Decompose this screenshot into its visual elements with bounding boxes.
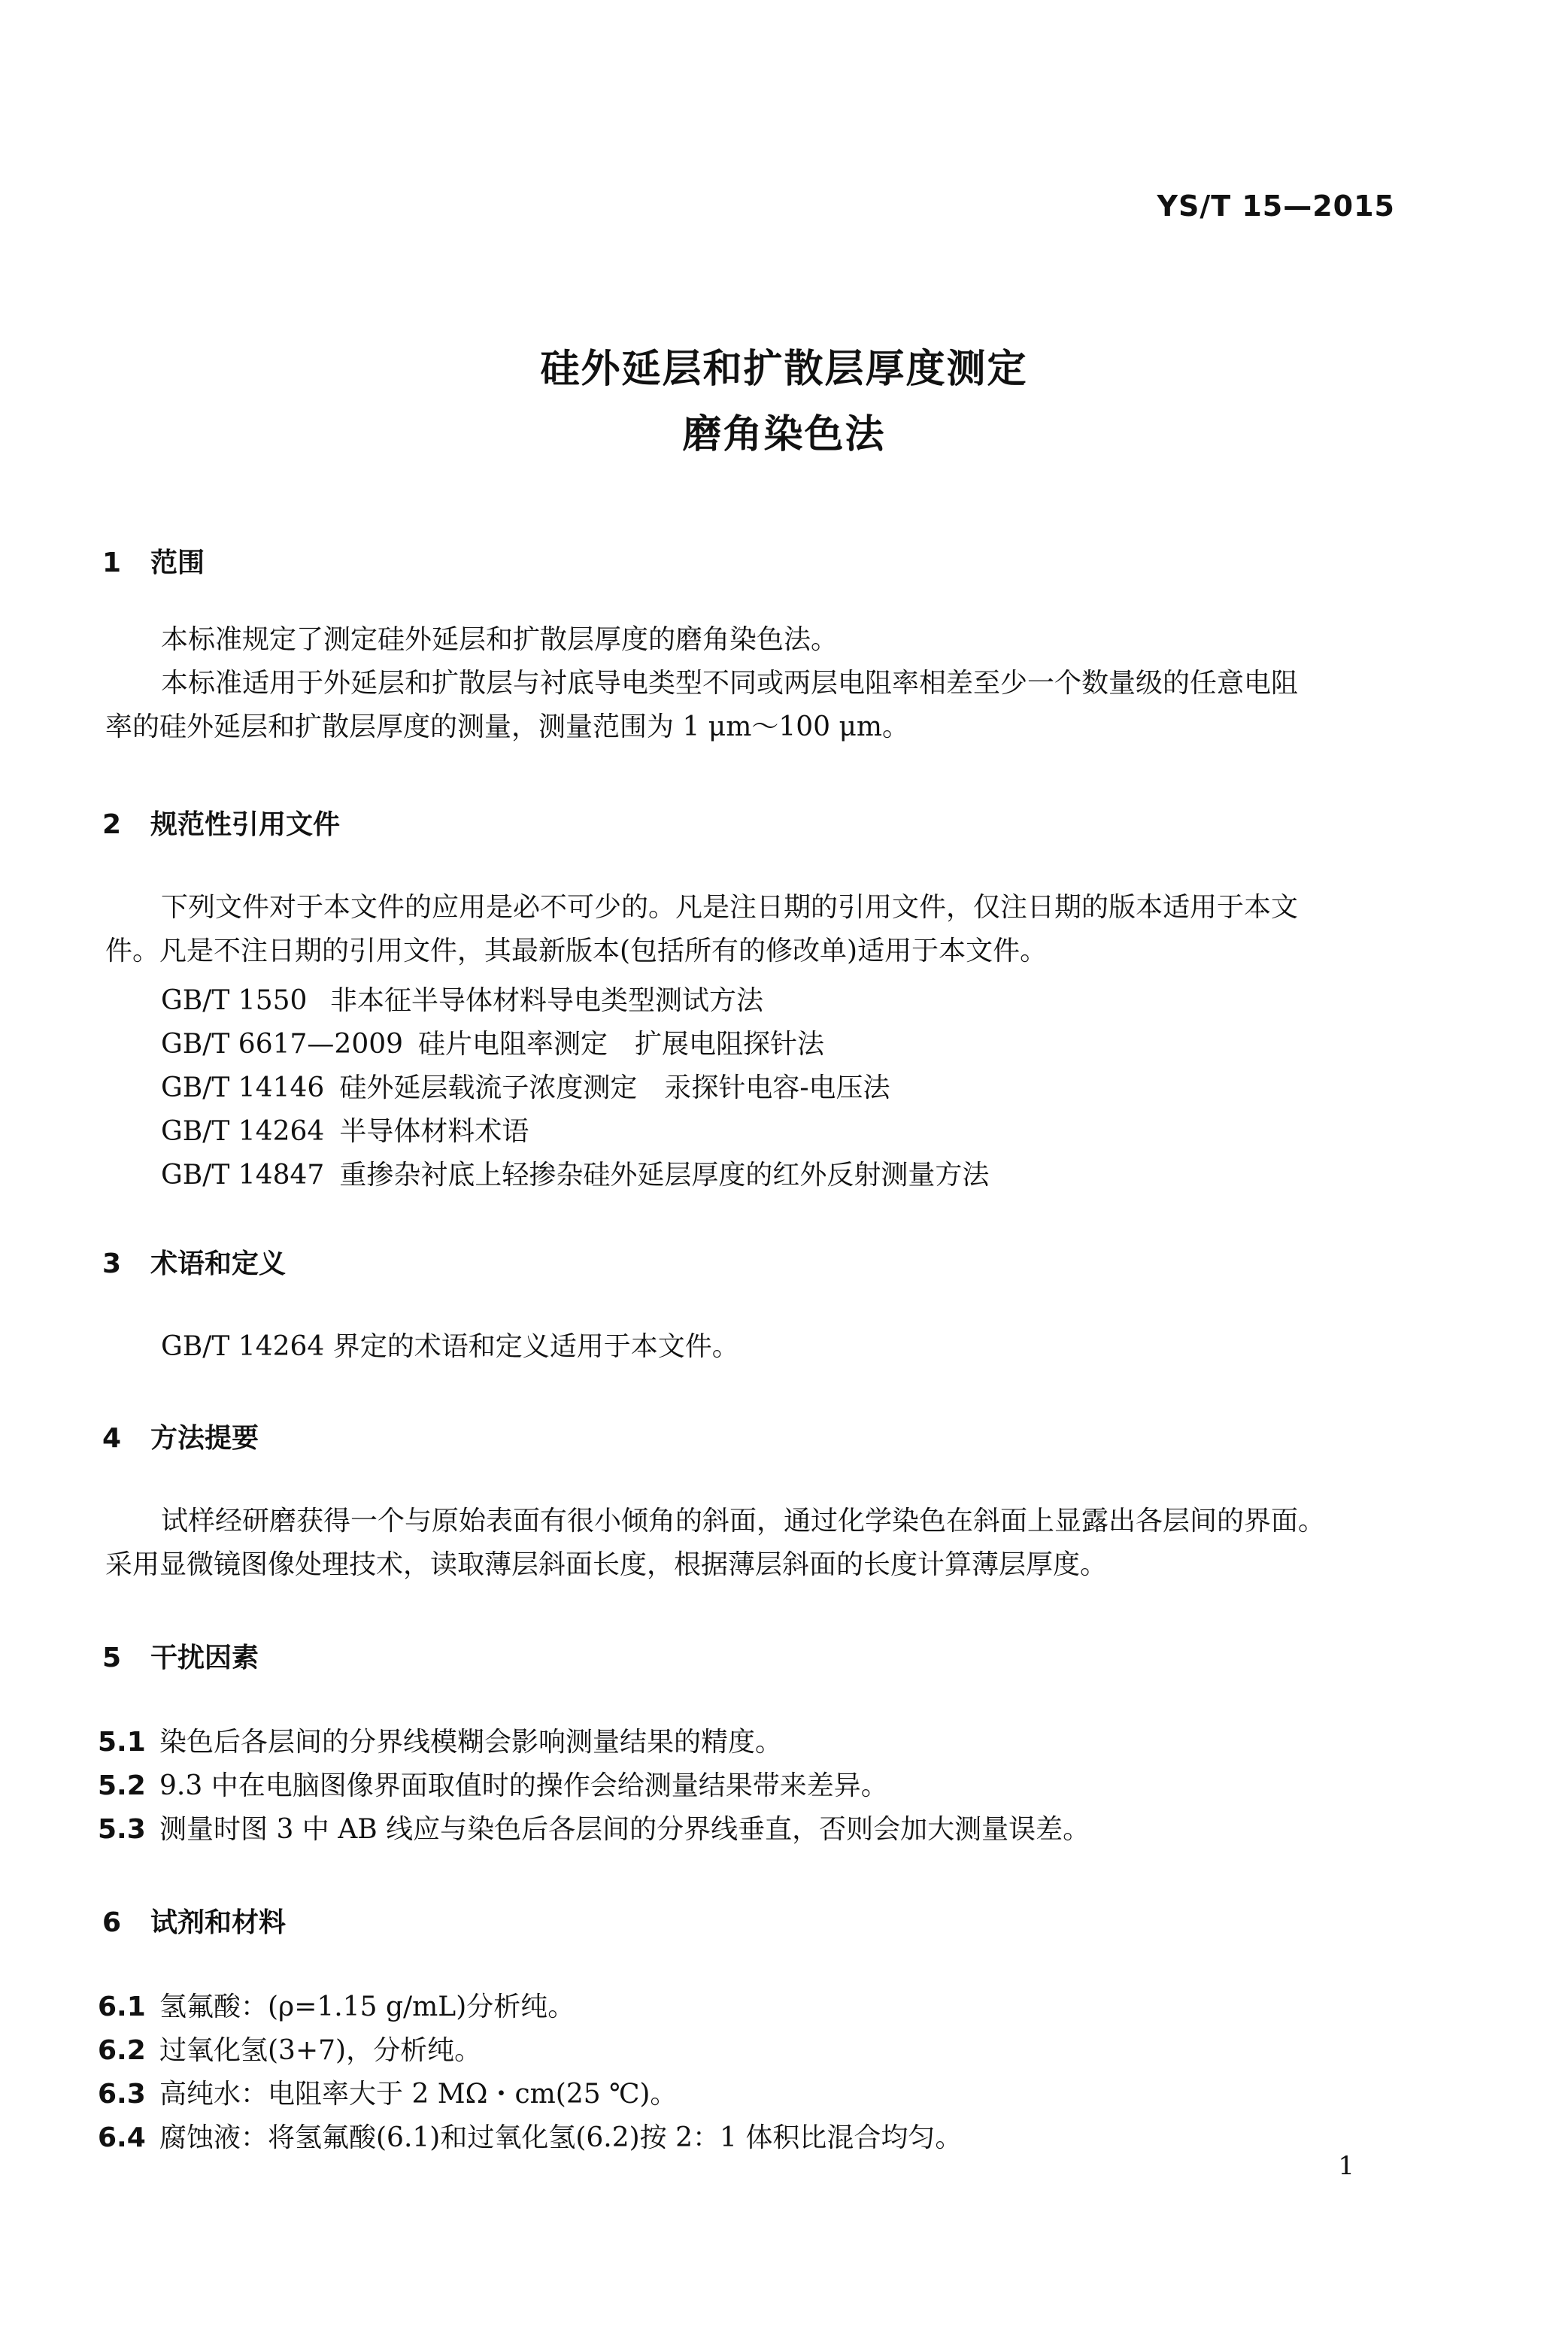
clause-item [98, 1764, 888, 1803]
reference-title: 半导体材料术语 [339, 1116, 529, 1147]
reference-code: GB/T 14264 [161, 1116, 325, 1147]
clause-text: 过氧化氢(3+7)，分析纯。 [159, 2035, 482, 2066]
section-2-heading [102, 803, 340, 842]
section-3-heading [102, 1242, 286, 1281]
section-4-heading [102, 1417, 259, 1455]
clause-item [98, 1986, 575, 2024]
standard-code: YS/T 15—2015 [1157, 190, 1395, 223]
clause-item [98, 1808, 1090, 1846]
paragraph: 采用显微镜图像处理技术，读取薄层斜面长度，根据薄层斜面的长度计算薄层厚度。 [105, 1549, 1108, 1580]
section-6-heading [102, 1901, 286, 1940]
clause-text: 氢氟酸：(ρ=1.15 g/mL)分析纯。 [159, 1992, 575, 2022]
clause-number: 6.3 [98, 2079, 146, 2110]
clause-number: 6.2 [98, 2035, 146, 2066]
section-5-heading [102, 1637, 259, 1675]
reference-item [161, 1154, 989, 1192]
clause-number: 6.4 [98, 2122, 146, 2153]
section-number: 6 [102, 1907, 122, 1938]
clause-number: 5.2 [98, 1770, 146, 1801]
reference-item [161, 979, 763, 1018]
clause-number: 5.1 [98, 1727, 146, 1758]
reference-code: GB/T 14847 [161, 1160, 325, 1191]
section-title: 规范性引用文件 [150, 809, 341, 840]
section-number: 3 [102, 1248, 122, 1279]
section-number: 5 [102, 1643, 122, 1673]
reference-item [161, 1066, 890, 1105]
section-1-heading [102, 542, 205, 580]
clause-text: 高纯水：电阻率大于 2 MΩ・cm(25 ℃)。 [159, 2079, 678, 2110]
section-number: 4 [102, 1423, 122, 1454]
section-number: 1 [102, 548, 122, 578]
paragraph: 本标准适用于外延层和扩散层与衬底导电类型不同或两层电阻率相差至少一个数量级的任意电阻 [161, 668, 1299, 699]
reference-title: 非本征半导体材料导电类型测试方法 [330, 985, 764, 1016]
clause-item [98, 2116, 962, 2155]
clause-item [98, 1721, 782, 1759]
reference-title: 硅片电阻率测定 扩展电阻探针法 [418, 1029, 825, 1060]
clause-item [98, 2073, 677, 2111]
section-title: 试剂和材料 [150, 1907, 287, 1938]
clause-number: 6.1 [98, 1992, 146, 2022]
section-title: 方法提要 [150, 1423, 259, 1454]
paragraph: 率的硅外延层和扩散层厚度的测量，测量范围为 1 μm～100 μm。 [105, 711, 910, 742]
page-number: 1 [1338, 2151, 1354, 2181]
reference-item [161, 1110, 529, 1148]
clause-text: 9.3 中在电脑图像界面取值时的操作会给测量结果带来差异。 [159, 1770, 888, 1801]
paragraph: 试样经研磨获得一个与原始表面有很小倾角的斜面，通过化学染色在斜面上显露出各层间的界面。 [161, 1506, 1326, 1537]
clause-text: 测量时图 3 中 AB 线应与染色后各层间的分界线垂直，否则会加大测量误差。 [159, 1814, 1090, 1845]
section-title: 术语和定义 [150, 1248, 287, 1279]
clause-number: 5.3 [98, 1814, 146, 1845]
clause-text: 腐蚀液：将氢氟酸(6.1)和过氧化氢(6.2)按 2：1 体积比混合均匀。 [159, 2122, 963, 2153]
section-title: 干扰因素 [150, 1643, 259, 1673]
reference-code: GB/T 1550 [161, 985, 308, 1016]
paragraph: GB/T 14264 界定的术语和定义适用于本文件。 [161, 1331, 739, 1362]
clause-text: 染色后各层间的分界线模糊会影响测量结果的精度。 [159, 1727, 783, 1758]
paragraph: 本标准规定了测定硅外延层和扩散层厚度的磨角染色法。 [161, 624, 839, 655]
section-number: 2 [102, 809, 122, 840]
section-title: 范围 [150, 548, 205, 578]
clause-item [98, 2029, 481, 2067]
paragraph: 件。凡是不注日期的引用文件，其最新版本(包括所有的修改单)适用于本文件。 [105, 936, 1048, 966]
reference-code: GB/T 14146 [161, 1072, 325, 1103]
paragraph: 下列文件对于本文件的应用是必不可少的。凡是注日期的引用文件，仅注日期的版本适用于本文 [161, 892, 1299, 923]
document-subtitle: 磨角染色法 [682, 412, 886, 457]
reference-code: GB/T 6617—2009 [161, 1029, 404, 1060]
document-title: 硅外延层和扩散层厚度测定 [540, 347, 1028, 392]
reference-title: 重掺杂衬底上轻掺杂硅外延层厚度的红外反射测量方法 [339, 1160, 990, 1191]
reference-item [161, 1023, 824, 1061]
reference-title: 硅外延层载流子浓度测定 汞探针电容-电压法 [339, 1072, 890, 1103]
